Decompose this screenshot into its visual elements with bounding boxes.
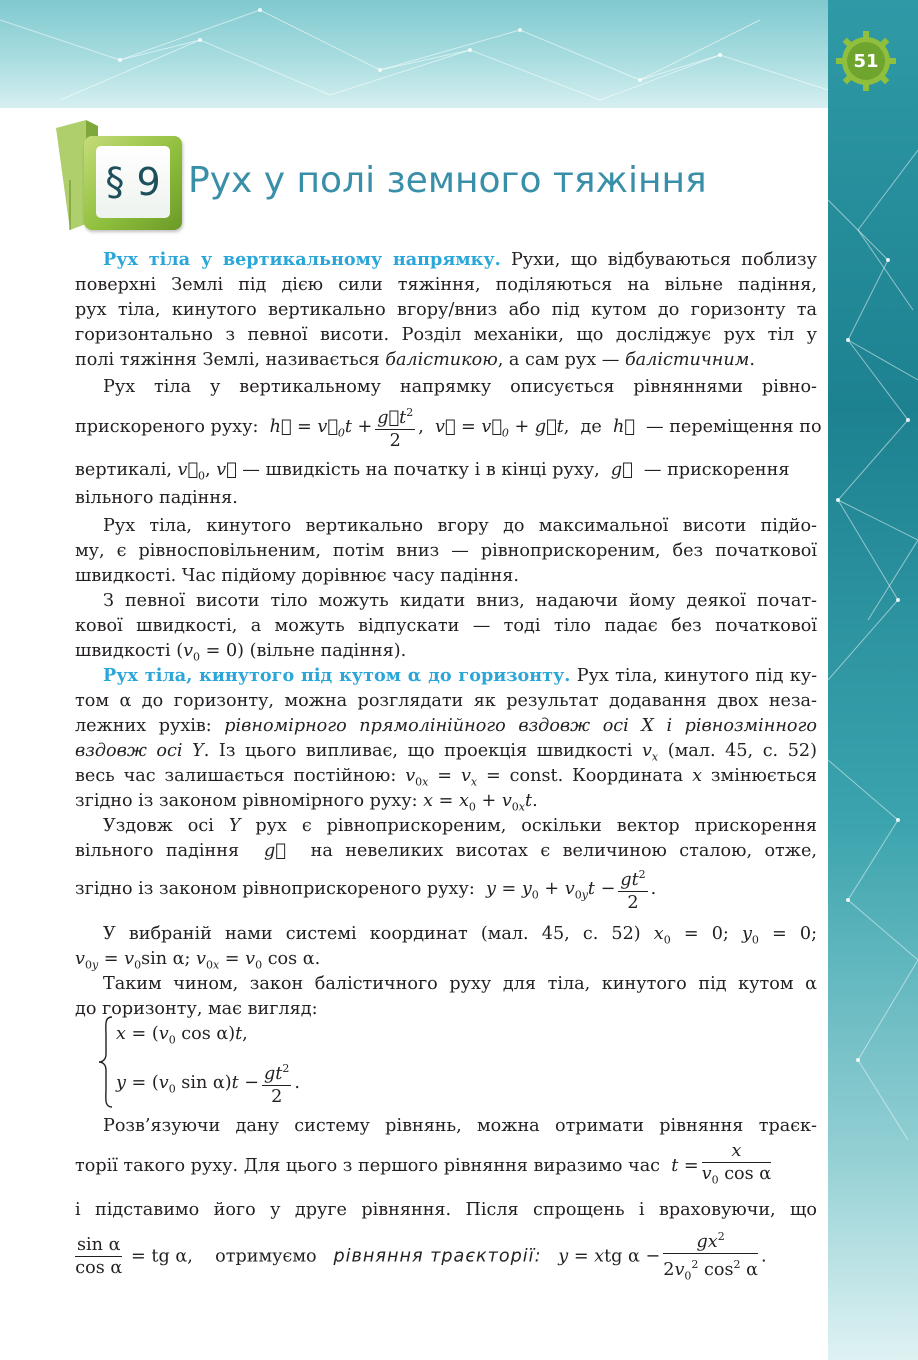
text-line: вільного падіння.	[75, 488, 238, 508]
text-line: вертикалі, $v⃗_0$, v⃗ — швидкість на початку і в кінці руху, g⃗ — прискорення	[75, 460, 790, 483]
text-fragment: на невеликих висотах є величиною сталою, отже,	[310, 841, 817, 861]
text-fragment: згідно із законом рівномірного руху:	[75, 791, 418, 811]
heading-vertical: Рух тіла у вертикальному напрямку.	[103, 249, 501, 270]
text-line: рух тіла, кинутого вертикально вгору/вниз або під кутом до горизонту та	[75, 300, 817, 320]
text-fragment: , а сам рух —	[497, 350, 620, 370]
text-line	[75, 664, 817, 689]
text-line: том α до горизонту, можна розглядати як результат додавання двох неза-	[75, 691, 817, 711]
text-fragment: — швидкість на початку і в кінці руху,	[242, 460, 600, 480]
section-number: § 9	[96, 146, 170, 218]
text-line: вільного падіння g⃗ на невеликих висотах є величиною сталою, отже,	[75, 841, 817, 861]
text-fragment: — прискорення	[643, 460, 790, 480]
fraction: $\frac{gt^2}{2}$	[262, 1058, 291, 1108]
header-band	[0, 0, 918, 108]
fraction: $\frac{g⃗t^2}{2}$	[375, 402, 415, 452]
text-line	[75, 714, 817, 739]
text-line: згідно із законом рівномірного руху: $x = x_0 + v_{0x}t$.	[75, 791, 538, 814]
network-pattern-icon	[828, 0, 918, 1360]
fraction: $\frac{gt^2}{2}$	[618, 864, 647, 914]
text-fragment: Рухи, що відбуваються поблизу	[510, 250, 817, 270]
text-fragment: Координата	[572, 766, 684, 786]
text-fragment: полі тяжіння Землі, називається	[75, 350, 380, 370]
fraction: $\frac{x}{v_0 \cos \alpha}$	[701, 1141, 772, 1187]
text-line: торії такого руху. Для цього з першого рівняння виразимо час t = $\frac{x}{v_0 \cos \alpha}$	[75, 1140, 817, 1192]
formula: v⃗ = $v⃗_0$ + g⃗t	[434, 416, 564, 440]
text-line: швидкості. Час підйому дорівнює часу падіння.	[75, 566, 519, 586]
fraction: $\frac{\text{sin α}}{\text{cos α}}$	[75, 1235, 123, 1279]
text-line: У вибраній нами системі координат (мал. 45, с. 52) $x_0 = 0$; $y_0 = 0$;	[103, 924, 818, 947]
text-fragment: згідно із законом рівноприскореного руху:	[75, 878, 475, 899]
equation-x: $x = (v_0$ cos α)t,	[116, 1024, 248, 1047]
term-italic: балістичним	[624, 350, 750, 370]
text-fragment: ) (вільне падіння).	[237, 641, 407, 661]
text-fragment: лежних рухів:	[75, 716, 212, 736]
text-line: швидкості $(v_0 = 0)$ (вільне падіння).	[75, 641, 407, 664]
term-italic: вздовж осі Y	[75, 741, 204, 761]
text-line: Рух тіла у вертикальному напрямку описується рівняннями рівно-	[103, 377, 817, 397]
text-line: З певної висоти тіло можуть кидати вниз, надаючи йому деякої почат-	[103, 591, 817, 611]
text-fragment: швидкості (	[75, 641, 184, 661]
text-fragment: рух є рівноприскореним, оскільки вектор прискорення	[255, 816, 818, 836]
page-number-badge	[835, 30, 897, 92]
text-line: до горизонту, має вигляд:	[75, 999, 318, 1019]
heading-angle: Рух тіла, кинутого під кутом α до горизонту.	[103, 665, 571, 686]
text-fragment: вертикалі,	[75, 460, 172, 480]
text-line: Уздовж осі Y рух є рівноприскореним, оскільки вектор прискорення	[103, 816, 818, 836]
brace-icon	[98, 1016, 114, 1108]
text-fragment: де	[580, 416, 602, 437]
text-line: весь час залишається постійною: $v_{0x} = v_x$ = const. Координата x змінюється	[75, 766, 817, 789]
equation-y: $y = (v_0$ sin α)t − $\frac{gt^2}{2}$ .	[116, 1058, 416, 1113]
formula: h⃗ = $v⃗_0t$ +	[269, 416, 373, 440]
text-line: кової швидкості, а можуть відпускати — тоді тіло падає без початкової	[75, 616, 817, 636]
text-fragment: . Із цього випливає, що проекція швидкості	[203, 741, 633, 761]
page-title: Рух у полі земного тяжіння	[188, 160, 707, 201]
text-fragment: торії такого руху. Для цього з першого рівняння виразимо час	[75, 1155, 661, 1176]
network-pattern-icon	[0, 0, 918, 108]
term-italic: балістикою	[385, 350, 498, 370]
text-line: Розв’язуючи дану систему рівнянь, можна отримати рівняння траєк-	[103, 1116, 817, 1136]
side-band	[828, 0, 918, 1360]
text-fragment: отримуємо	[215, 1246, 317, 1267]
text-fragment: У вибраній нами системі координат (мал. 45, с. 52)	[103, 924, 641, 944]
text-fragment: прискореного руху:	[75, 416, 259, 437]
text-line: прискореного руху: h⃗ = $v⃗_0t$ + $\frac{g⃗t^2}{2}$ , v⃗ = $v⃗_0$ + g⃗t, де h⃗ — переміщення по	[75, 402, 817, 457]
section-badge	[84, 136, 182, 230]
text-line: $\frac{\text{sin α}}{\text{cos α}}$ = tg α, отримуємо рівняння траєкторії: y = xtg α − $\frac{gx^2}{2v_0^2 \cos^2 \alpha}$ .	[75, 1226, 817, 1287]
text-fragment: змінюється	[710, 766, 817, 786]
text-fragment: вільного падіння	[75, 841, 240, 861]
term-italic: рівномірного прямолінійного вздовж осі X і рівнозмінного	[224, 716, 818, 736]
fraction: $\frac{gx^2}{2v_0^2 \cos^2 \alpha}$	[663, 1226, 758, 1287]
text-line: полі тяжіння Землі, називається балістикою, а сам рух — балістичним.	[75, 350, 755, 370]
text-line: му, є рівносповільненим, потім вниз — рівноприскореним, без початкової	[75, 541, 817, 561]
text-line: Таким чином, закон балістичного руху для тіла, кинутого під кутом α	[103, 974, 817, 994]
text-line: Рух тіла, кинутого вертикально вгору до максимальної висоти підйо-	[103, 516, 817, 536]
text-line	[75, 248, 817, 273]
text-fragment: Уздовж осі	[103, 816, 214, 836]
text-line: вздовж осі Y. Із цього випливає, що проекція швидкості $v_x$ (мал. 45, с. 52)	[75, 741, 817, 764]
page-number: 51	[853, 50, 879, 72]
term-italic: рівняння траєкторії:	[333, 1246, 542, 1267]
text-fragment: весь час залишається постійною:	[75, 766, 397, 786]
text-fragment: (мал. 45, с. 52)	[667, 741, 817, 761]
text-line: горизонтально з певної висоти. Розділ механіки, що досліджує рух тіл у	[75, 325, 817, 345]
text-line: і підставимо його у друге рівняння. Після спрощень і враховуючи, що	[75, 1200, 817, 1220]
text-line: $v_{0y} = v_0\sin$ α; $v_{0x} = v_0$ cos α.	[75, 949, 321, 972]
text-line: згідно із законом рівноприскореного руху: $y = y_0 + v_{0y}t$ − $\frac{gt^2}{2}$ .	[75, 864, 817, 919]
text-fragment: Рух тіла, кинутого під ку-	[576, 666, 818, 686]
text-fragment: — переміщення по	[646, 416, 822, 437]
text-line: поверхні Землі під дією сили тяжіння, поділяються на вільне падіння,	[75, 275, 817, 295]
